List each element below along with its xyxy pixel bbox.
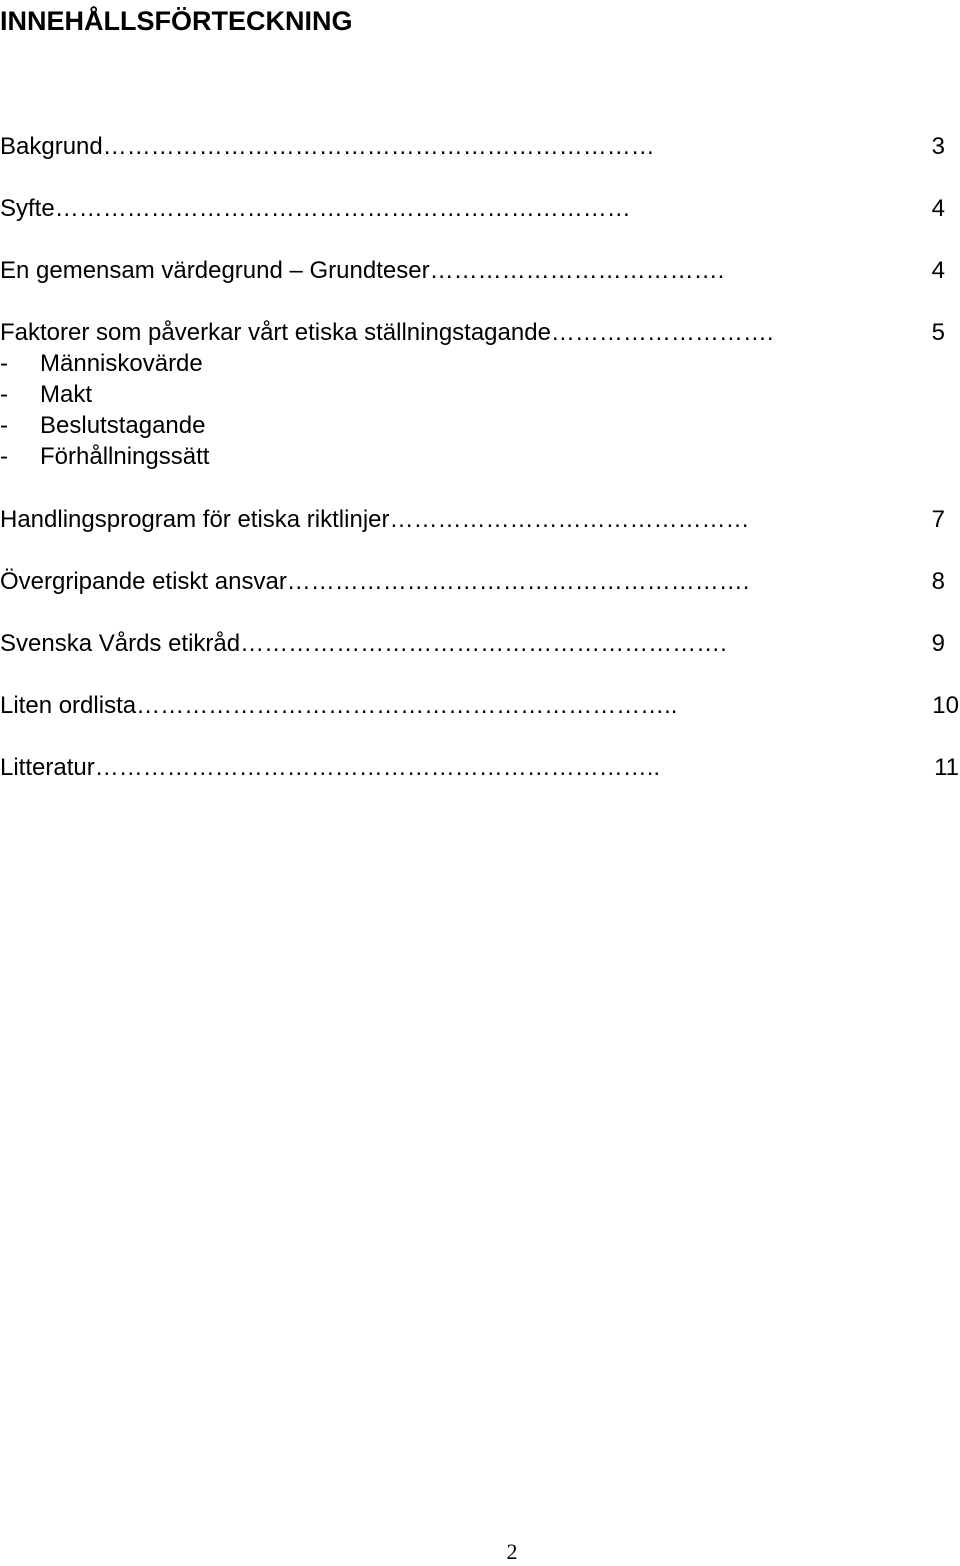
toc-entry-text: En gemensam värdegrund – Grundteser………………………………. (0, 257, 725, 284)
page-number: 2 (506, 1539, 518, 1564)
toc-entry-text: Bakgrund…………………………………………………………… (0, 133, 655, 160)
toc-subitem (0, 349, 203, 379)
toc-entry-text: Syfte……………………………………………………………… (0, 195, 631, 222)
toc-entry-text: Övergripande etiskt ansvar…………………………………………………. (0, 568, 750, 595)
toc-subitem (0, 411, 205, 441)
toc-entry-text: Faktorer som påverkar vårt etiska ställningstagande………………………. (0, 319, 774, 346)
subitem-dash: - (0, 350, 8, 377)
toc-entry-text: Liten ordlista………………………………………………………….. (0, 692, 678, 719)
subitem-dash: - (0, 381, 8, 408)
toc-entry-text: Svenska Vårds etikråd……………………………………………………. (0, 630, 727, 657)
subitem-label: Människovärde (40, 350, 203, 377)
toc-entry-page: 9 (931, 630, 945, 657)
toc-entry-page: 11 (934, 754, 959, 781)
toc-entry-page: 5 (931, 319, 945, 346)
subitem-label: Beslutstagande (40, 412, 206, 439)
toc-entry-text: Handlingsprogram för etiska riktlinjer……………………………………… (0, 506, 750, 533)
subitem-dash: - (0, 412, 8, 439)
toc-entry-page: 8 (931, 568, 945, 595)
toc-subitem (0, 442, 209, 472)
subitem-label: Förhållningssätt (40, 443, 210, 470)
toc-subitem (0, 380, 92, 410)
toc-entry-page: 4 (931, 195, 945, 222)
toc-entry-page: 3 (931, 133, 945, 160)
subitem-label: Makt (40, 381, 93, 408)
toc-heading: INNEHÅLLSFÖRTECKNING (0, 6, 353, 36)
toc-entry-page: 10 (932, 692, 959, 719)
toc-entry-page: 7 (931, 506, 945, 533)
toc-entry-page: 4 (931, 257, 945, 284)
toc-entry-text: Litteratur…………………………………………………………….. (0, 754, 661, 781)
subitem-dash: - (0, 443, 8, 470)
